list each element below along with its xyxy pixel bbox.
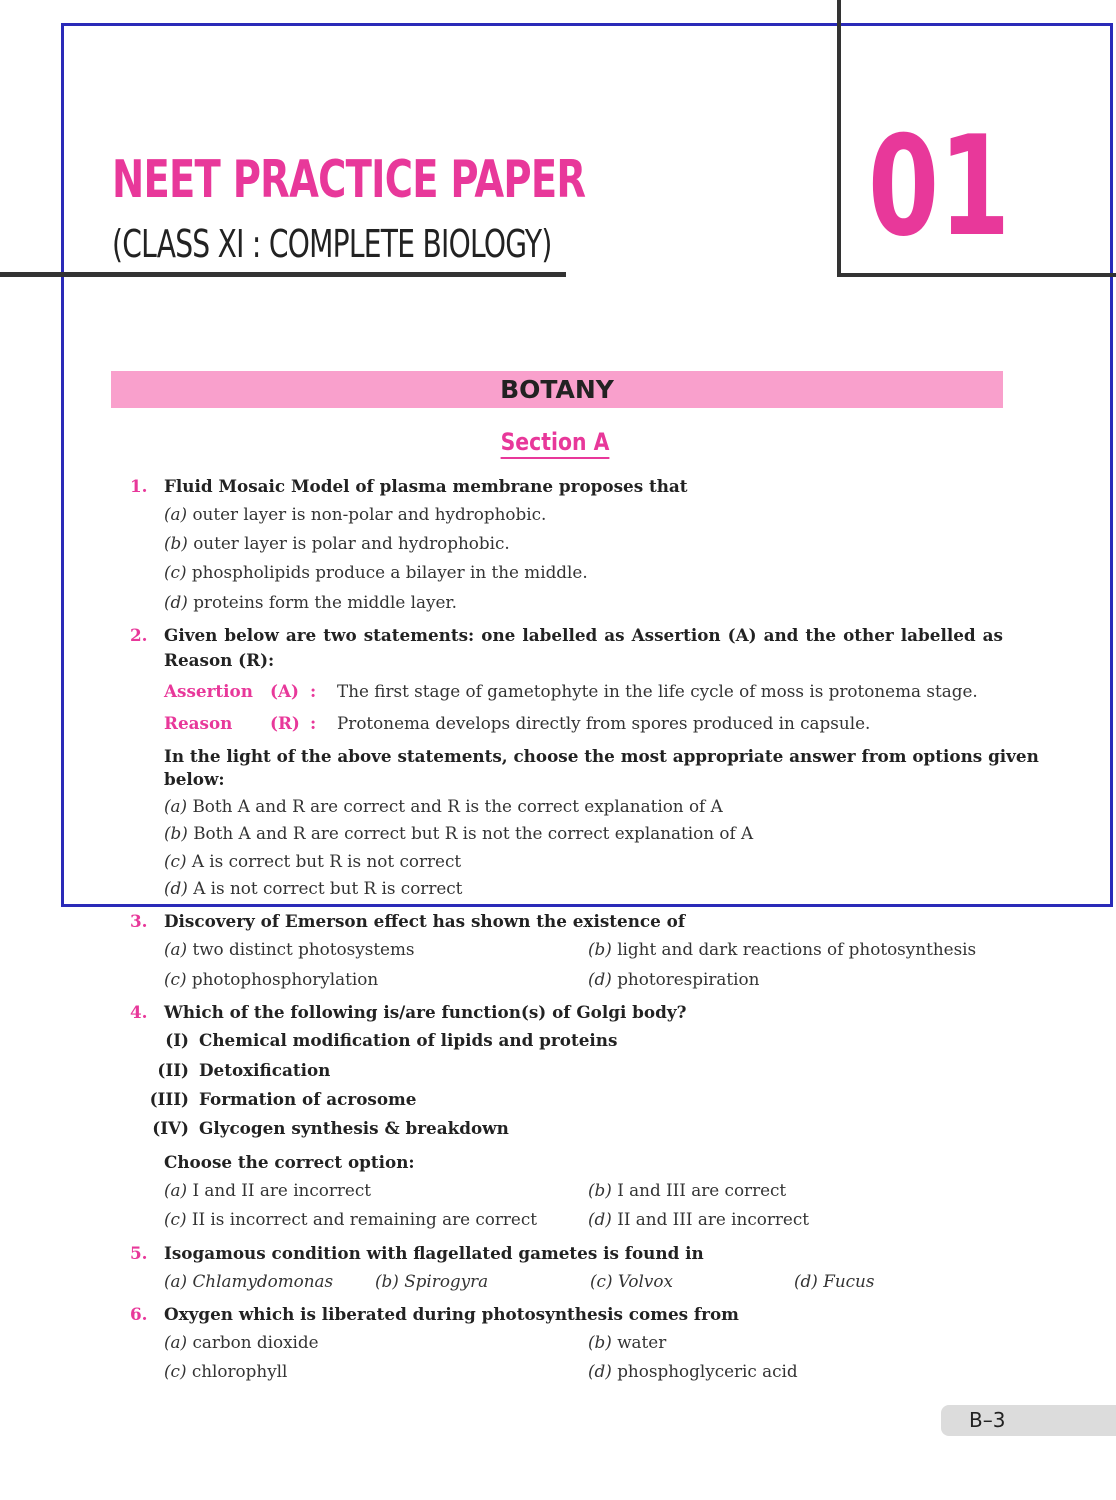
question-number: 1. bbox=[130, 476, 148, 496]
item-text: Chemical modification of lipids and proteins bbox=[199, 1030, 618, 1050]
assertion-tag: (A) bbox=[270, 681, 299, 701]
assertion-label: Assertion bbox=[164, 681, 253, 701]
paper-title: NEET PRACTICE PAPER bbox=[112, 150, 586, 210]
option: (b) light and dark reactions of photosynthesis bbox=[588, 939, 977, 959]
question-text: Oxygen which is liberated during photosynthesis comes from bbox=[164, 1304, 739, 1324]
section-heading-text: Section A bbox=[501, 428, 610, 459]
option: (b) Both A and R are correct but R is not the correct explanation of A bbox=[164, 823, 754, 843]
item-text: Formation of acrosome bbox=[199, 1089, 417, 1109]
item-label: (II) bbox=[157, 1060, 189, 1080]
item-text: Glycogen synthesis & breakdown bbox=[199, 1118, 509, 1138]
option: (c) A is correct but R is not correct bbox=[164, 851, 462, 871]
question-text: Fluid Mosaic Model of plasma membrane proposes that bbox=[164, 476, 688, 496]
option: (c) II is incorrect and remaining are correct bbox=[164, 1209, 537, 1229]
option: (a) outer layer is non-polar and hydrophobic. bbox=[164, 504, 547, 524]
reason-tag: (R) bbox=[270, 713, 300, 733]
chapter-number: 01 bbox=[868, 106, 1011, 267]
option: (d) Fucus bbox=[794, 1271, 875, 1291]
option: (d) A is not correct but R is correct bbox=[164, 878, 463, 898]
option: (c) Volvox bbox=[590, 1271, 673, 1291]
question-number: 4. bbox=[130, 1002, 148, 1022]
item-text: Detoxification bbox=[199, 1060, 331, 1080]
reason-colon: : bbox=[310, 713, 317, 733]
assertion-text: The first stage of gametophyte in the life cycle of moss is protonema stage. bbox=[337, 681, 978, 701]
question-text: Given below are two statements: one labelled as Assertion (A) and the other labelled as bbox=[164, 625, 1003, 645]
instruction-text: In the light of the above statements, choose the most appropriate answer from options given bbox=[164, 746, 1039, 766]
paper-subtitle: (CLASS XI : COMPLETE BIOLOGY) bbox=[112, 222, 552, 266]
option: (a) Both A and R are correct and R is the correct explanation of A bbox=[164, 796, 723, 816]
subject-banner: BOTANY bbox=[111, 371, 1003, 408]
option: (d) phosphoglyceric acid bbox=[588, 1361, 798, 1381]
choose-text: Choose the correct option: bbox=[164, 1152, 415, 1172]
assertion-colon: : bbox=[310, 681, 317, 701]
question-text: Which of the following is/are function(s) of Golgi body? bbox=[164, 1002, 687, 1022]
question-number: 3. bbox=[130, 911, 148, 931]
option: (b) I and III are correct bbox=[588, 1180, 787, 1200]
item-label: (IV) bbox=[152, 1118, 189, 1138]
reason-text: Protonema develops directly from spores produced in capsule. bbox=[337, 713, 871, 733]
option: (a) Chlamydomonas bbox=[164, 1271, 334, 1291]
option: (c) photophosphorylation bbox=[164, 969, 379, 989]
instruction-text: below: bbox=[164, 769, 225, 789]
option: (a) I and II are incorrect bbox=[164, 1180, 371, 1200]
question-number: 6. bbox=[130, 1304, 148, 1324]
question-text: Reason (R): bbox=[164, 650, 275, 670]
option: (b) water bbox=[588, 1332, 667, 1352]
reason-label: Reason bbox=[164, 713, 233, 733]
option: (c) phospholipids produce a bilayer in the middle. bbox=[164, 562, 588, 582]
option: (d) proteins form the middle layer. bbox=[164, 592, 457, 612]
item-label: (I) bbox=[165, 1030, 189, 1050]
option: (b) outer layer is polar and hydrophobic. bbox=[164, 533, 510, 553]
question-text: Isogamous condition with flagellated gametes is found in bbox=[164, 1243, 704, 1263]
option: (a) two distinct photosystems bbox=[164, 939, 415, 959]
item-label: (III) bbox=[149, 1089, 189, 1109]
option: (b) Spirogyra bbox=[375, 1271, 489, 1291]
option: (d) II and III are incorrect bbox=[588, 1209, 809, 1229]
option: (d) photorespiration bbox=[588, 969, 760, 989]
header-rule bbox=[0, 272, 566, 277]
question-text: Discovery of Emerson effect has shown the existence of bbox=[164, 911, 686, 931]
option: (c) chlorophyll bbox=[164, 1361, 288, 1381]
page-number: B–3 bbox=[941, 1405, 1116, 1436]
question-number: 5. bbox=[130, 1243, 148, 1263]
section-heading bbox=[0, 428, 1110, 459]
question-number: 2. bbox=[130, 625, 148, 645]
option: (a) carbon dioxide bbox=[164, 1332, 319, 1352]
